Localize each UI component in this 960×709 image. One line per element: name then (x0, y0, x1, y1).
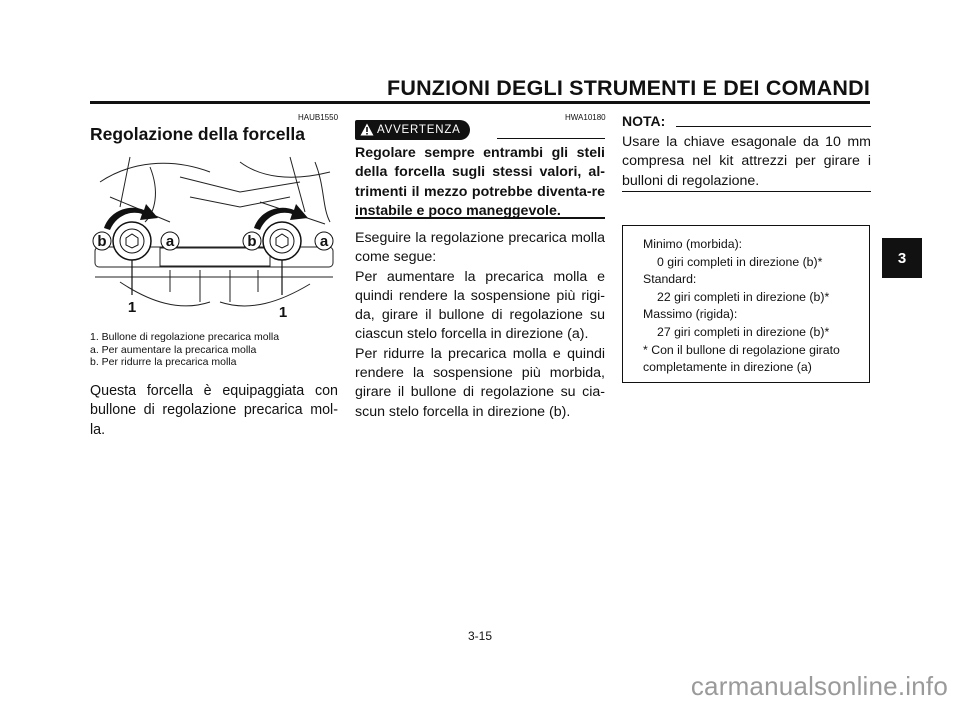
label-a-right: a (319, 233, 329, 250)
caption-item: a. Per aumentare la precarica molla (90, 343, 257, 356)
label-1-left: 1 (127, 299, 137, 316)
warning-triangle-icon (360, 123, 374, 136)
note-text: Usare la chiave esagonale da 10 mm compresa nel kit attrezzi per girare i bulloni di regolazione. (622, 134, 871, 189)
chapter-tab[interactable]: 3 (882, 238, 922, 278)
intro-paragraph: Questa forcella è equipaggiata con bullone di regolazione precarica mol-la. (90, 383, 338, 438)
spec-min-label: Minimo (morbida): (643, 237, 743, 251)
fork-illustration (90, 152, 338, 324)
sketch-line (315, 162, 330, 222)
page-header-title: FUNZIONI DEGLI STRUMENTI E DEI COMANDI (387, 76, 870, 100)
section-title: Regolazione della forcella (90, 124, 305, 144)
note-title: NOTA: (622, 113, 666, 129)
right-fork-cap (263, 222, 301, 260)
label-a-left: a (165, 233, 175, 250)
watermark: carmanualsonline.info (690, 671, 948, 701)
warning-text: Regolare sempre entrambi gli steli della forcella sugli stessi valori, al-trimenti il mezzo potrebbe diventa-re instabile e poco maneggevole. (355, 145, 605, 219)
spec-min-value: 0 giri completi in direzione (b)* (657, 254, 823, 269)
spec-std-value: 22 giri completi in direzione (b)* (657, 289, 830, 304)
warning-code: HWA10180 (565, 113, 606, 122)
sketch-line (190, 197, 290, 207)
warning-rule (497, 138, 605, 139)
label-b-left: b (97, 233, 107, 250)
fork-adjuster-figure (90, 152, 338, 324)
left-fork-cap (113, 222, 151, 260)
sketch-line (180, 177, 300, 192)
label-b-right: b (247, 233, 257, 250)
label-1-right: 1 (278, 304, 288, 321)
warning-badge (355, 120, 470, 140)
figure-caption (90, 331, 350, 369)
page-number: 3-15 (467, 629, 493, 643)
warning-end-rule (355, 217, 605, 219)
spec-max-label: Massimo (rigida): (643, 307, 738, 322)
spec-std-label: Standard: (643, 272, 697, 287)
sketch-line (290, 157, 305, 212)
clamp-center (160, 248, 270, 266)
sketch-line (170, 270, 258, 302)
sketch-line (240, 162, 330, 177)
spec-max-value: 27 giri completi in direzione (b)* (657, 324, 830, 339)
caption-item: b. Per ridurre la precarica molla (90, 356, 237, 368)
warning-label: AVVERTENZA (377, 124, 461, 136)
caption-item: 1. Bullone di regolazione precarica molla (90, 331, 280, 343)
header-rule (90, 101, 870, 104)
section-code: HAUB1550 (298, 113, 339, 122)
sketch-line (120, 157, 130, 207)
spec-box (622, 225, 870, 383)
sketch-line (220, 284, 310, 306)
sketch-line (100, 163, 210, 182)
procedure-text: Eseguire la regolazione precarica molla come segue: Per aumentare la precarica molla e quindi rendere la sospensione più rigi-da, girare il bullone di regolazione su ciascun stelo forcella in direzione (a). Per ridurre la precarica molla e quindi rendere la sospensione più morbida, girare il bullone di regolazione su cia-scun stelo forcella in direzione (b). (355, 230, 605, 420)
note-end-rule (622, 191, 871, 192)
spec-footnote: * Con il bullone di regolazione girato completamente in direzione (a) (643, 342, 840, 375)
note-rule (676, 126, 871, 127)
